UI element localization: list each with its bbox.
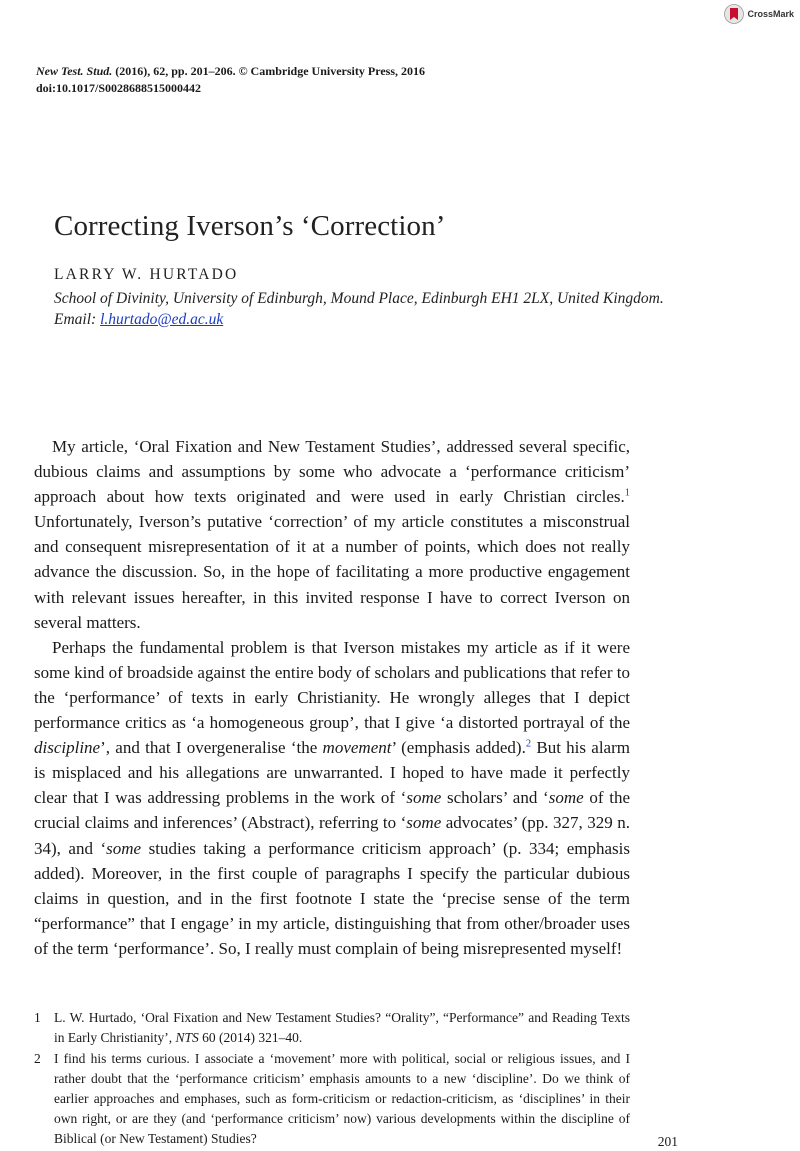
p2-text-b: ’, and that I overgeneralise ‘the bbox=[100, 738, 323, 758]
article-title: Correcting Iverson’s ‘Correction’ bbox=[54, 210, 446, 242]
p2-text-d: But his alarm is misplaced and his allegations are unwarranted. I hoped to have made it perfectly clear that I was addressing problems in the work of ‘ bbox=[34, 738, 630, 808]
footnote-2 bbox=[34, 1049, 630, 1149]
fn1-text-b: 60 (2014) 321–40. bbox=[198, 1030, 303, 1045]
p2-text-g: advocates’ (pp. 327, 329 n. 34), and ‘ bbox=[34, 813, 630, 858]
crossmark-label: CrossMark bbox=[747, 9, 794, 19]
doi[interactable]: doi:10.1017/S0028688515000442 bbox=[36, 81, 202, 95]
footnote-number: 1 bbox=[34, 1010, 41, 1025]
page-number: 201 bbox=[657, 1134, 678, 1149]
p2-text-a: Perhaps the fundamental problem is that Iverson mistakes my article as if it were some kind of broadside against the entire body of scholars and publications that refer to the ‘performance’ of texts in early Christianity. He wrongly alleges that I depict performance critics as ‘a homogeneous group’, that I give ‘a distorted portrayal of the bbox=[34, 637, 630, 733]
p1-text-b: Unfortunately, Iverson’s putative ‘correction’ of my article constitutes a misconstrual and consequent misrepresentation of it at a number of points, which does not really advance the discussion. So, in the hope of facilitating a more productive engagement with relevant issues hereafter, in this invited response I have to correct Iverson on several matters. bbox=[34, 512, 630, 632]
journal-header bbox=[36, 63, 425, 97]
footnotes bbox=[34, 1008, 630, 1150]
author-affiliation bbox=[54, 288, 694, 330]
footnote-text: I find his terms curious. I associate a ‘movement’ more with political, social or religious issues, and I rather doubt that the ‘performance criticism’ emphasis amounts to a new ‘discipline’. Do we think of earlier approaches and emphases, such as form-criticism or redaction-criticism, as ‘disciplines’ in their own right, or are they (and ‘performance criticism’ now) various developments within the discipline of Biblical (or New Testament) Studies? bbox=[54, 1051, 630, 1146]
journal-name: New Test. Stud. bbox=[36, 64, 113, 78]
p1-text-a: My article, ‘Oral Fixation and New Testament Studies’, addressed several specific, dubious claims and assumptions by some who advocate a ‘performance criticism’ approach about how texts originated and were used in early Christian circles. bbox=[34, 437, 630, 507]
p2-em-some-3: some bbox=[406, 813, 442, 833]
p2-em-movement: movement bbox=[322, 738, 392, 758]
article-body bbox=[34, 434, 630, 961]
paragraph-2 bbox=[34, 635, 630, 961]
p2-text-f: of the crucial claims and inferences’ (Abstract), referring to ‘ bbox=[34, 788, 631, 833]
p2-em-some-2: some bbox=[548, 788, 584, 808]
crossmark-badge[interactable] bbox=[724, 4, 794, 24]
p2-text-c: ’ (emphasis added). bbox=[391, 738, 526, 758]
citation-line bbox=[36, 63, 425, 80]
fn1-text-a: L. W. Hurtado, ‘Oral Fixation and New Testament Studies? “Orality”, “Performance” and Reading Texts in Early Christianity’, bbox=[54, 1010, 630, 1045]
footnote-number: 2 bbox=[34, 1051, 41, 1066]
p2-text-h: studies taking a performance criticism approach’ (p. 334; emphasis added). Moreover, in the first couple of paragraphs I specify the particular dubious claims in question, and in the first footnote I state the ‘precise sense of the term “performance” that I engage’ in my article, distinguishing that from other/broader uses of the term ‘performance’. So, I really must complain of being misrepresented myself! bbox=[34, 838, 630, 958]
affiliation-text: School of Divinity, University of Edinburgh, Mound Place, Edinburgh EH1 2LX, United Kingdom. Email: bbox=[54, 290, 664, 328]
p2-em-discipline: discipline bbox=[34, 738, 101, 758]
p2-em-some-1: some bbox=[406, 788, 442, 808]
crossmark-icon bbox=[724, 4, 744, 24]
citation-details: (2016), 62, pp. 201–206. © Cambridge University Press, 2016 bbox=[112, 64, 425, 78]
footnote-ref-2[interactable]: 2 bbox=[525, 738, 532, 750]
fn1-journal: NTS bbox=[175, 1030, 199, 1045]
paragraph-1 bbox=[34, 434, 630, 635]
footnote-1 bbox=[34, 1008, 630, 1048]
p2-text-e: scholars’ and ‘ bbox=[441, 788, 549, 808]
footnote-text bbox=[54, 1008, 630, 1048]
author-name: LARRY W. HURTADO bbox=[54, 266, 239, 283]
footnote-ref-1[interactable]: 1 bbox=[624, 487, 630, 499]
p2-em-some-4: some bbox=[106, 838, 142, 858]
email-link[interactable]: l.hurtado@ed.ac.uk bbox=[100, 311, 224, 328]
